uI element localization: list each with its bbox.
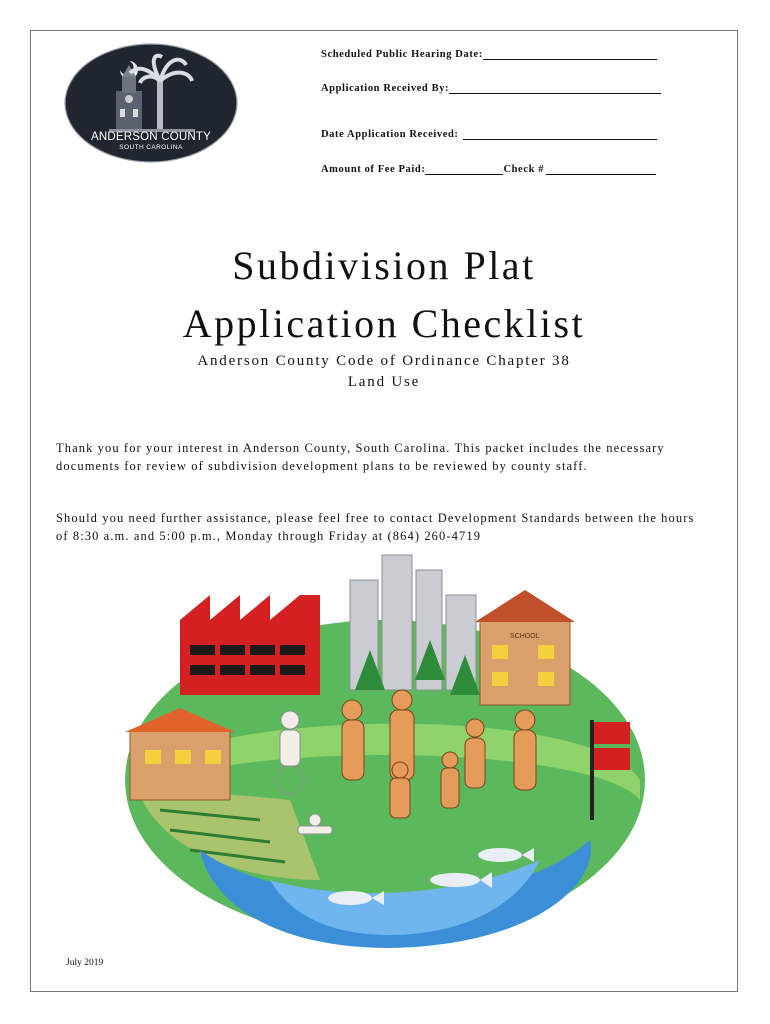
community-land-use-illustration: [120, 550, 650, 950]
received-by-line[interactable]: [449, 83, 661, 94]
fee-paid-line[interactable]: [425, 164, 503, 175]
date-received-line[interactable]: [463, 129, 657, 140]
footer-date: July 2019: [66, 958, 104, 968]
page-title-line-1: Subdivision Plat: [232, 243, 536, 288]
received-by-label: Application Received By:: [321, 83, 450, 94]
date-received-field: [321, 129, 657, 140]
logo-county-name: ANDERSON COUNTY: [91, 131, 211, 143]
check-label: Check #: [503, 164, 545, 175]
received-by-field: [321, 83, 661, 94]
page-title-line-2: Application Checklist: [182, 301, 586, 346]
logo-state-name: SOUTH CAROLINA: [119, 144, 183, 151]
hearing-date-line[interactable]: [483, 49, 657, 60]
check-line[interactable]: [546, 164, 656, 175]
date-received-label: Date Application Received:: [321, 129, 459, 140]
hearing-date-field: [321, 49, 657, 60]
hearing-date-label: Scheduled Public Hearing Date:: [321, 49, 483, 60]
contact-paragraph: Should you need further assistance, please feel free to contact Development Standards between the hours of 8:30 a.m. and 5:00 p.m., Monday through Friday at (864) 260-4719: [56, 511, 695, 543]
fee-paid-field: [321, 164, 656, 175]
school-label: SCHOOL: [510, 633, 540, 640]
subtitle-line-1: Anderson County Code of Ordinance Chapter 38: [197, 353, 571, 369]
subtitle-line-2: Land Use: [347, 374, 421, 390]
fee-paid-label: Amount of Fee Paid:: [321, 164, 426, 175]
intro-paragraph: Thank you for your interest in Anderson County, South Carolina. This packet includes the necessary documents for review of subdivision development plans to be reviewed by county staff.: [56, 441, 665, 473]
